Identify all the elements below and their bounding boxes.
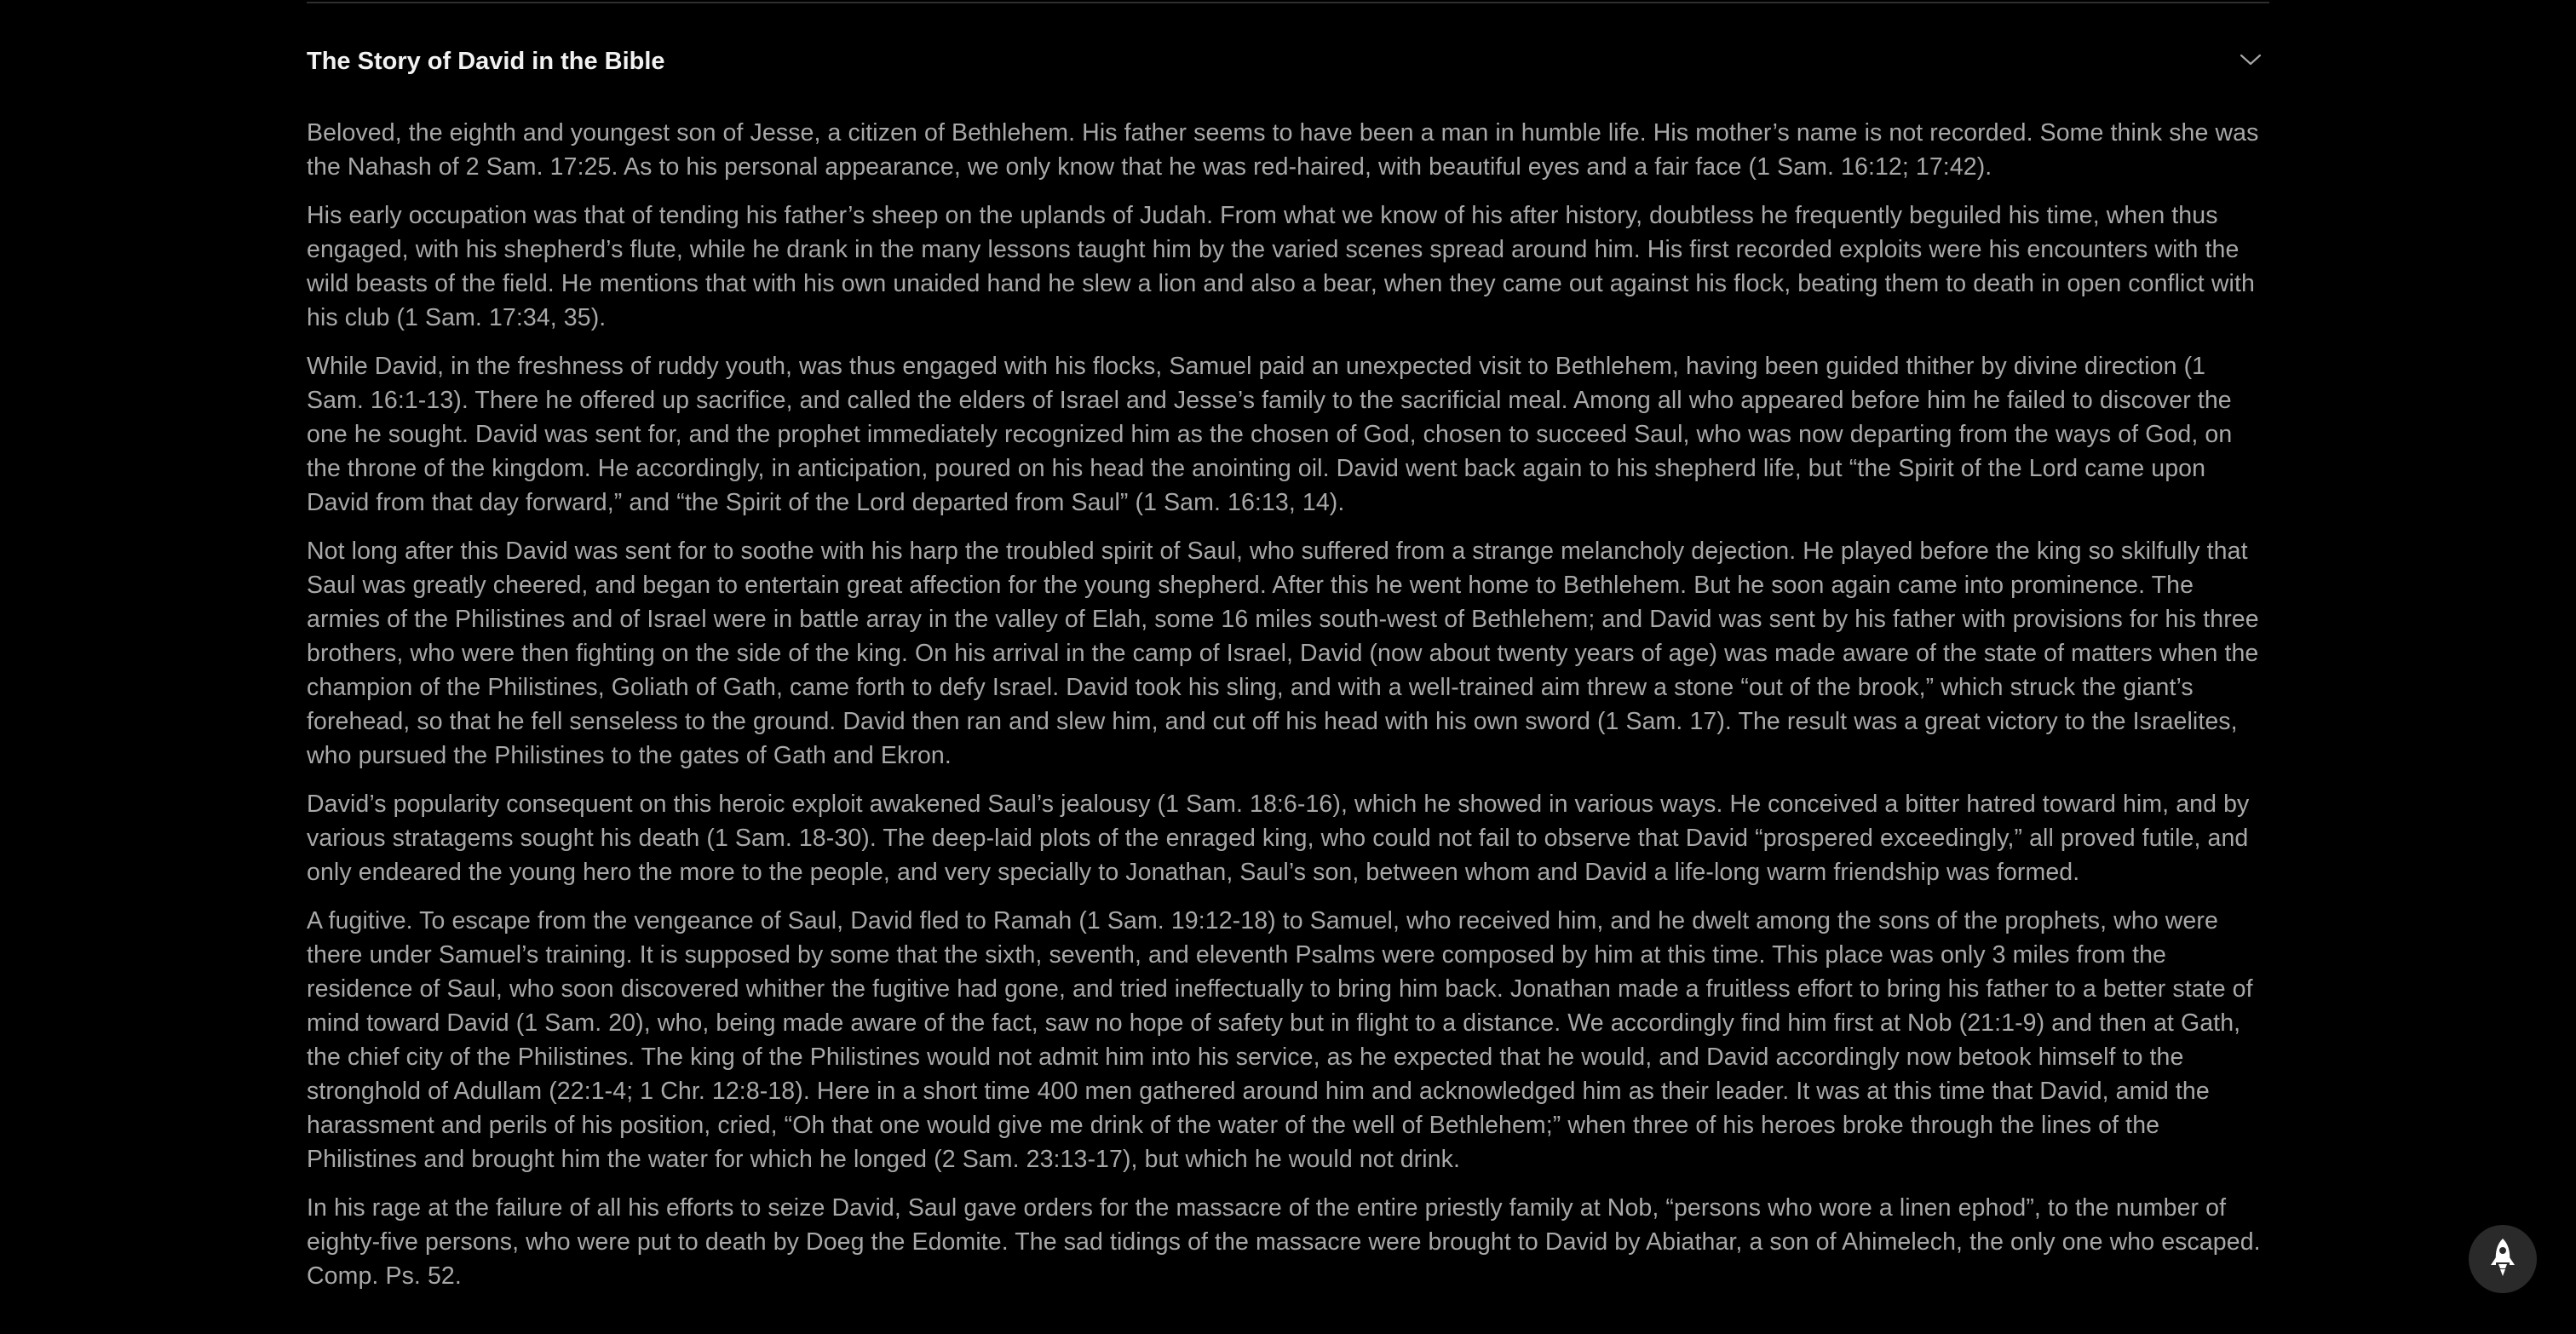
chevron-down-icon[interactable] xyxy=(2234,43,2268,77)
accordion-title[interactable]: The Story of David in the Bible xyxy=(307,47,665,75)
paragraph: His early occupation was that of tending his father’s sheep on the uplands of Judah. From what we know of his after history, doubtless he frequently beguiled his time, when thus engaged, with his shepherd’s flute, while he drank in the many lessons taught him by the varied scenes spread around him. His first recorded exploits were his encounters with the wild beasts of the field. He mentions that with his own unaided hand he slew a lion and also a bear, when they came out against his flock, beating them to death in open conflict with his club (1 Sam. 17:34, 35). xyxy=(307,202,2255,331)
accordion-content xyxy=(307,116,2269,1293)
accordion-header[interactable] xyxy=(307,3,2269,116)
article-container xyxy=(307,0,2269,1308)
paragraph: Beloved, the eighth and youngest son of Jesse, a citizen of Bethlehem. His father seems to have been a man in humble life. His mother’s name is not recorded. Some think she was the Nahash of 2 Sam. 17:25. As to his personal appearance, we only know that he was red-haired, with beautiful eyes and a fair face (1 Sam. 16:12; 17:42). xyxy=(307,119,2259,181)
paragraph: A fugitive. To escape from the vengeance of Saul, David fled to Ramah (1 Sam. 19:12-18) to Samuel, who received him, and he dwelt among the sons of the prophets, who were there under Samuel’s training. It is supposed by some that the sixth, seventh, and eleventh Psalms were composed by him at this time. This place was only 3 miles from the residence of Saul, who soon discovered whither the fugitive had gone, and tried ineffectually to bring him back. Jonathan made a fruitless effort to bring his father to a better state of mind toward David (1 Sam. 20), who, being made aware of the fact, saw no hope of safety but in flight to a distance. We accordingly find him first at Nob (21:1-9) and then at Gath, the chief city of the Philistines. The king of the Philistines would not admit him into his service, as he expected that he would, and David accordingly now betook himself to the stronghold of Adullam (22:1-4; 1 Chr. 12:8-18). Here in a short time 400 men gathered around him and acknowledged him as their leader. It was at this time that David, amid the harassment and perils of his position, cried, “Oh that one would give me drink of the water of the well of Bethlehem;” when three of his heroes broke through the lines of the Philistines and brought him the water for which he longed (2 Sam. 23:13-17), but which he would not drink. xyxy=(307,907,2253,1173)
paragraph: While David, in the freshness of ruddy youth, was thus engaged with his flocks, Samuel paid an unexpected visit to Bethlehem, having been guided thither by divine direction (1 Sam. 16:1-13). There he offered up sacrifice, and called the elders of Israel and Jesse’s family to the sacrificial meal. Among all who appeared before him he failed to discover the one he sought. David was sent for, and the prophet immediately recognized him as the chosen of God, chosen to succeed Saul, who was now departing from the ways of God, on the throne of the kingdom. He accordingly, in anticipation, poured on his head the anointing oil. David went back again to his shepherd life, but “the Spirit of the Lord came upon David from that day forward,” and “the Spirit of the Lord departed from Saul” (1 Sam. 16:13, 14). xyxy=(307,353,2233,516)
paragraph: Not long after this David was sent for to soothe with his harp the troubled spirit of Saul, who suffered from a strange melancholy dejection. He played before the king so skilfully that Saul was greatly cheered, and began to entertain great affection for the young shepherd. After this he went home to Bethlehem. But he soon again came into prominence. The armies of the Philistines and of Israel were in battle array in the valley of Elah, some 16 miles south-west of Bethlehem; and David was sent by his father with provisions for his three brothers, who were then fighting on the side of the king. On his arrival in the camp of Israel, David (now about twenty years of age) was made aware of the state of matters when the champion of the Philistines, Goliath of Gath, came forth to defy Israel. David took his sling, and with a well-trained aim threw a stone “out of the brook,” which struck the giant’s forehead, so that he fell senseless to the ground. David then ran and slew him, and cut off his head with his own sword (1 Sam. 17). The result was a great victory to the Israelites, who pursued the Philistines to the gates of Gath and Ekron. xyxy=(307,538,2259,769)
paragraph: In his rage at the failure of all his efforts to seize David, Saul gave orders for the massacre of the entire priestly family at Nob, “persons who wore a linen ephod”, to the number of eighty-five persons, who were put to death by Doeg the Edomite. The sad tidings of the massacre were brought to David by Abiathar, a son of Ahimelech, the only one who escaped. Comp. Ps. 52. xyxy=(307,1194,2261,1290)
paragraph: David’s popularity consequent on this heroic exploit awakened Saul’s jealousy (1 Sam. 18:6-16), which he showed in various ways. He conceived a bitter hatred toward him, and by various stratagems sought his death (1 Sam. 18-30). The deep-laid plots of the enraged king, who could not fail to observe that David “prospered exceedingly,” all proved futile, and only endeared the young hero the more to the people, and very specially to Jonathan, Saul’s son, between whom and David a life-long warm friendship was formed. xyxy=(307,791,2250,886)
scroll-to-top-button[interactable] xyxy=(2469,1225,2537,1293)
rocket-icon xyxy=(2488,1237,2517,1282)
